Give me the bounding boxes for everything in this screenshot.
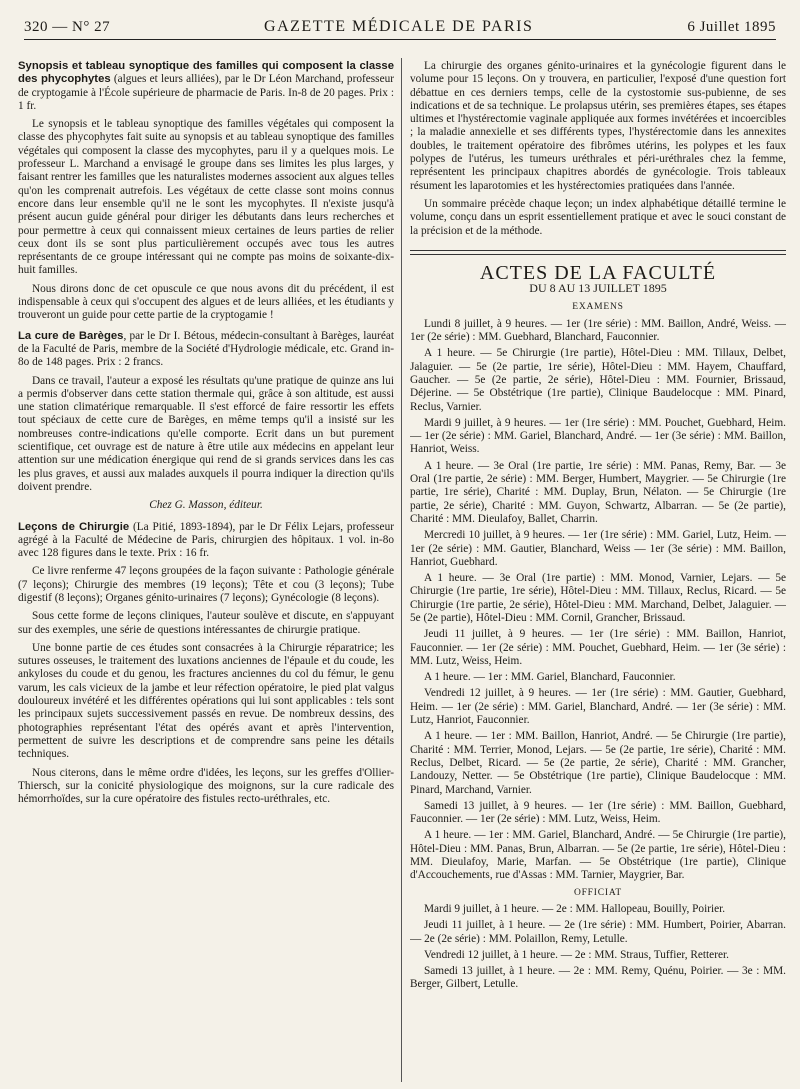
review-paragraph: Sous cette forme de leçons cliniques, l'auteur soulève et discute, en s'appuyant sur des exemples, une série de questions intéressantes de chirurgie pratique. bbox=[18, 610, 394, 636]
officiat-list bbox=[410, 903, 786, 992]
review-heading: La cure de Barèges bbox=[18, 329, 124, 342]
review-paragraph: Nous dirons donc de cet opuscule ce que nous avons dit du précédent, il est indispensable à ceux qui s'occupent des algues et de leurs alliées, et les étudiants y trouveront un guide pour cette partie de la cryptogamie ! bbox=[18, 282, 394, 322]
exam-entry: Mardi 9 juillet, à 9 heures. — 1er (1re série) : MM. Pouchet, Guebhard, Heim. — 1er (2e série) : MM. Gariel, Blanchard, André. — 1er (3e série) : MM. Baillon, Hanriot, Weiss. bbox=[410, 416, 786, 456]
exam-entry: A 1 heure. — 1er : MM. Gariel, Blanchard, Fauconnier. bbox=[424, 671, 676, 684]
exam-entry: Vendredi 12 juillet, à 9 heures. — 1er (1re série) : MM. Gautier, Guebhard, Heim. — 1er (2e série) : MM. Gariel, Blanchard, André. — 1er (3e série) : MM. Lutz, Hanriot, Fauconnier. bbox=[410, 687, 786, 727]
exam-entry: A 1 heure. — 5e Chirurgie (1re partie), Hôtel-Dieu : MM. Tillaux, Delbet, Jalaguier. — 5e (2e partie, 1re série), Hôtel-Dieu : MM. Hayem, Chauffard, Gaucher. — 5e (2e partie, 2e série), Hôtel-Dieu : MM. Fournier, Brissaud, Déjerine. — 5e Obstétrique (1re partie), Clinique Baudelocque : MM. Pinard, Reclus, Varnier. bbox=[410, 347, 786, 413]
exam-entry: Jeudi 11 juillet, à 9 heures. — 1er (1re série) : MM. Baillon, Hanriot, Fauconnier. — 1er (2e série) : MM. Pouchet, Guebhard, Heim. — 1er (3e série) : MM. Lutz, Weiss, Heim. bbox=[410, 628, 786, 667]
exam-entry: A 1 heure. — 3e Oral (1re partie) : MM. Monod, Varnier, Lejars. — 5e Chirurgie (1re partie, 1re série), Hôtel-Dieu : MM. Tillaux, Reclus, Ricard. — 5e Chirurgie (1re partie, 2e série), Hôtel-Dieu : MM. Marchand, Delbet, Jalaguier. — 5e (2e partie), Hôtel-Dieu : MM. Cornil, Grancher, Brissaud. bbox=[410, 572, 786, 624]
review-paragraph: Nous citerons, dans le même ordre d'idées, les leçons, sur les greffes d'Ollier-Thiersch, sur la conicité physiologique des moignons, sur la cure radicale des hémorrhoïdes, sur la cure opératoire des fistules recto-uréthrales, etc. bbox=[18, 766, 394, 806]
examens-heading: EXAMENS bbox=[572, 302, 624, 313]
exam-entry: Samedi 13 juillet, à 9 heures. — 1er (1re série) : MM. Baillon, Guebhard, Fauconnier. — 1er (2e série) : MM. Lutz, Weiss, Heim. bbox=[410, 799, 786, 826]
exam-entry: A 1 heure. — 1er : MM. Baillon, Hanriot, André. — 5e Chirurgie (1re partie), Charité : MM. Terrier, Monod, Lejars. — 5e (2e partie, 1re série), Charité : MM. Reclus, Delbet, Ricard. — 5e (2e partie, 2e série), Charité : MM. Grancher, Landouzy, Netter. — 5e Obstétrique (1re partie), Clinique Baudelocque : MM. Pinard, Marchand, Varnier. bbox=[410, 730, 786, 796]
exam-entry: Jeudi 11 juillet, à 1 heure. — 2e (1re série) : MM. Humbert, Poirier, Abarran. — 2e (2e série) : MM. Polaillon, Remy, Letulle. bbox=[410, 919, 786, 945]
review-citation: (La Pitié, 1893-1894), par le Dr Félix Lejars, professeur agrégé à la Faculté de Médecine de Paris, chirurgien des hôpitaux. 1 vol. in-8o avec 128 figures dans le texte. Prix : 16 fr. bbox=[18, 520, 394, 560]
actes-dates: DU 8 AU 13 JUILLET 1895 bbox=[529, 281, 667, 296]
review-citation: (algues et leurs alliées), par le Dr Léon Marchand, professeur de cryptogamie à l'École supérieure de pharmacie de Paris. In-8 de 20 pages. Prix : 1 fr. bbox=[18, 73, 394, 112]
review-paragraph: Une bonne partie de ces études sont consacrées à la Chirurgie réparatrice; les sutures osseuses, le traitement des luxations anciennes de l'épaule et du coude, les ankyloses du coude et du genou, les fractures anciennes du col du fémur, le genu varum, les cals vicieux de la jambe et leur réfection opératoire, le pied plat valgus douloureux invétéré et les différentes opérations qui lui sont applicables : tels sont les principaux sujets successivement passés en revue. De nombreux dessins, des photographies représentant l'état des opérés avant et après l'intervention, permettent de suivre les descriptions et de comprendre sans peine les détails techniques. bbox=[18, 641, 394, 761]
exam-entry: A 1 heure. — 1er : MM. Gariel, Blanchard, André. — 5e Chirurgie (1re partie), Hôtel-Dieu : MM. Panas, Brun, Albarran. — 5e (2e partie, 1re série), Hôtel-Dieu : MM. Dieulafoy, Marie, Marfan. — 5e Obstétrique (1re partie), Clinique d'Accouchements, rue d'Assas : MM. Tarnier, Maygrier, Bar. bbox=[410, 829, 786, 882]
issue-number: 320 — N° 27 bbox=[24, 19, 111, 35]
publisher-line: Chez G. Masson, éditeur. bbox=[149, 499, 263, 512]
page-header bbox=[24, 10, 776, 40]
exam-entry: Lundi 8 juillet, à 9 heures. — 1er (1re série) : MM. Baillon, André, Weiss. — 1er (2e série) : MM. Guebhard, Blanchard, Fauconnier. bbox=[410, 317, 786, 344]
actes-section bbox=[410, 261, 786, 992]
review-paragraph: Dans ce travail, l'auteur a exposé les résultats qu'une pratique de quinze ans lui a permis d'observer dans cette station thermale qui, grâce à son altitude, est aussi une station climatérique remarquable. Il s'est efforcé de faire ressortir les effets tout spéciaux de cette cure de Barèges, en même temps qu'il a insisté sur les nombreuses contre-indications qu'elle comporte. Ecrit dans un but purement scientifique, cet ouvrage est de nature à être utile aux médecins en appelant leur attention sur une médication énergique qui rend de si grands services dans les cas les plus graves, et aussi aux malades auxquels il pourra indiquer la direction qu'ils doivent prendre. bbox=[18, 374, 394, 493]
exam-entry: Vendredi 12 juillet, à 1 heure. — 2e : MM. Straus, Tuffier, Retterer. bbox=[424, 948, 729, 961]
review-paragraph: Ce livre renferme 47 leçons groupées de la façon suivante : Pathologie générale (7 leçons); Chirurgie des membres (19 leçons); Tête et cou (3 leçons); Tube digestif (8 leçons); Organes génito-urinaires (7 leçons); Gynécologie (8 leçons). bbox=[18, 565, 394, 604]
exam-entry: Samedi 13 juillet, à 1 heure. — 2e : MM. Remy, Quénu, Poirier. — 3e : MM. Berger, Gilbert, Letulle. bbox=[410, 965, 786, 991]
exam-entry: A 1 heure. — 3e Oral (1re partie, 1re série) : MM. Panas, Remy, Bar. — 3e Oral (1re partie, 2e série) : MM. Berger, Humbert, Maygrier. — 5e Chirurgie (1re partie, 1re série), Charité : MM. Duplay, Brun, Nélaton. — 5e Chirurgie (1re partie, 2e série), Charité : MM. Guyon, Schwartz, Albarran. — 5e (2e partie), Charité : MM. Dieulafoy, Ballet, Charrin. bbox=[410, 459, 786, 525]
officiat-heading: OFFICIAT bbox=[573, 887, 623, 898]
review-continuation bbox=[410, 60, 786, 238]
examens-list bbox=[410, 318, 786, 883]
review-paragraph: Le synopsis et le tableau synoptique des familles végétales qui composent la classe des phycophytes fait suite au synopsis et au tableau synoptique des familles végétales qui composent la classe des mycophytes, paru il y a quelques mois. Le professeur L. Marchand a envisagé le groupe dans ses limites les plus larges, y faisant rentrer les familles que les naturalistes modernes associent aux algues telles qu'on les comprenait autrefois. Les végétaux de cette classe sont moins connus encore dans leur ensemble qu'il ne le sont les mycophytes. Il n'existe jusqu'à présent aucun guide général pour diriger les débutants dans leurs recherches et pour permettre à ceux qui connaissent mieux certaines de leurs parties de relier ceux dont ils se sont plus particulièrement occupés avec tous les autres représentants de ce groupe intéressant qui ne compte pas moins de soixante-dix-huit familles. bbox=[18, 118, 394, 277]
review-heading: Leçons de Chirurgie bbox=[18, 520, 130, 533]
review-chirurgie bbox=[18, 521, 394, 807]
column-divider bbox=[401, 58, 402, 1082]
review-synopsis bbox=[18, 60, 394, 323]
right-column bbox=[410, 60, 786, 1082]
left-column bbox=[18, 60, 394, 1082]
actes-title: ACTES DE LA FACULTÉ bbox=[479, 261, 717, 284]
issue-date: 6 Juillet 1895 bbox=[687, 19, 776, 35]
journal-title: GAZETTE MÉDICALE DE PARIS bbox=[264, 18, 534, 35]
review-citation: , par le Dr I. Bétous, médecin-consultant à Barèges, lauréat de la Faculté de Paris, membre de la Société d'Hydrologie médicale, etc. Grand in-8o de 148 pages. Prix : 2 francs. bbox=[18, 329, 394, 369]
exam-entry: Mardi 9 juillet, à 1 heure. — 2e : MM. Hallopeau, Bouilly, Poirier. bbox=[424, 902, 726, 915]
review-heading: Synopsis et tableau synoptique des familles qui composent la classe des phycophytes bbox=[18, 60, 394, 86]
review-paragraph: Un sommaire précède chaque leçon; un index alphabétique détaillé termine le volume, conçu dans un esprit essentiellement pratique et avec le souci constant de la précision et de la méthode. bbox=[410, 197, 786, 237]
section-rule bbox=[410, 250, 786, 255]
review-bareges bbox=[18, 330, 394, 513]
review-paragraph: La chirurgie des organes génito-urinaires et la gynécologie figurent dans le volume pour 15 leçons. On y trouvera, en particulier, l'exposé d'une question fort débattue en ces derniers temps, celle de la cystostomie sus-pubienne, de ses indications et de sa technique. Le prolapsus utérin, ses premières étapes, ses étapes ultimes et l'hystérectomie vaginale appliquée aux formes invétérées et incoercibles ; la maladie annexielle et ses différents types, l'hystérectomie dans les annexites doubles, le traitement opératoire des fibrômes utérins, les polypes et les faux polypes de l'utérus, les tumeurs uréthrales et péri-uréthrales chez la femme, représentent les principaux chapitres abordés de gynécologie. Trois tableaux résument les laparotomies et les hystérectomies pratiquées dans l'année. bbox=[410, 60, 786, 192]
exam-entry: Mercredi 10 juillet, à 9 heures. — 1er (1re série) : MM. Gariel, Lutz, Heim. — 1er (2e série) : MM. Gautier, Blanchard, Weiss — 1er (3e série) : MM. Baillon, Hanriot, Guebhard. bbox=[410, 529, 786, 568]
